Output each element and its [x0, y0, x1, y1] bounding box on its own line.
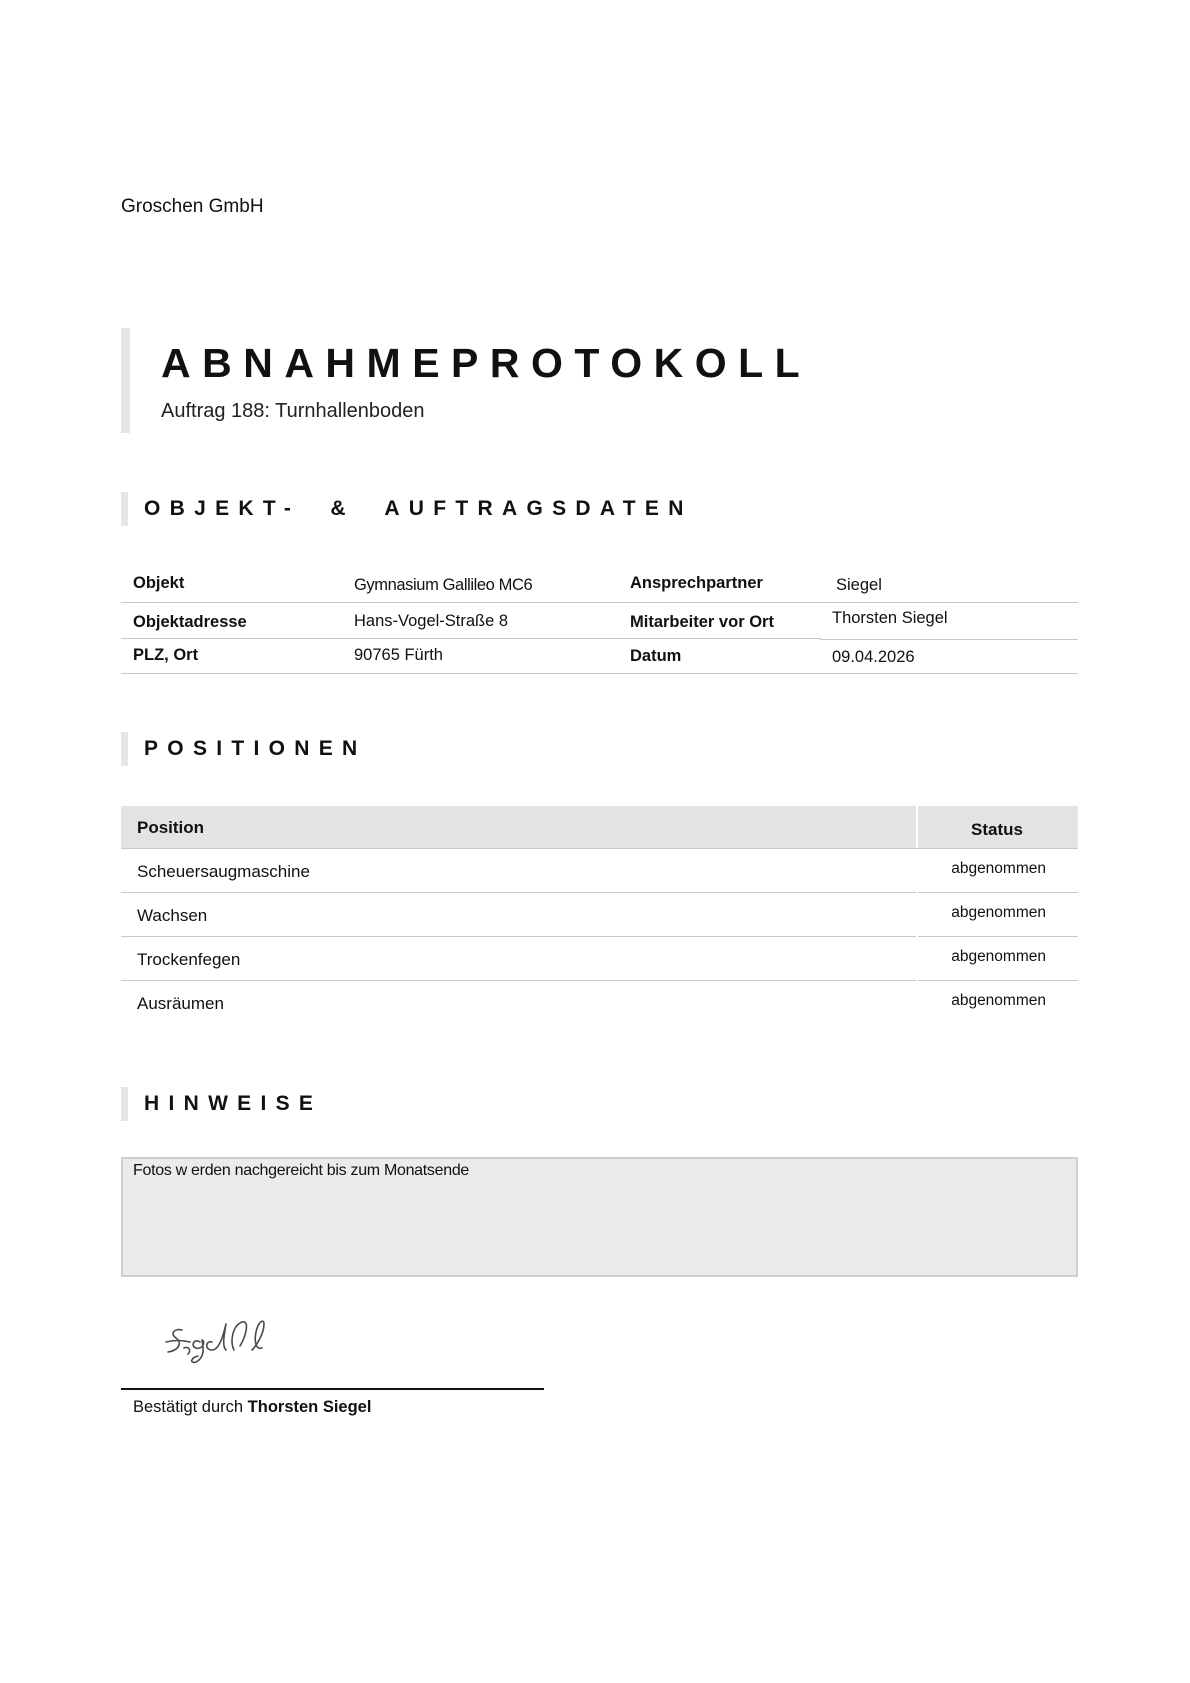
document-title: ABNAHMEPROTOKOLL — [161, 340, 812, 386]
row-divider — [121, 602, 1078, 603]
company-name: Groschen GmbH — [121, 196, 264, 217]
position-name: Scheuersaugmaschine — [137, 862, 310, 881]
signature-image — [160, 1312, 290, 1372]
document-subtitle: Auftrag 188: Turnhallenboden — [161, 400, 425, 422]
column-header-status: Status — [971, 820, 1023, 839]
position-status: abgenommen — [951, 948, 1046, 965]
field-value: Hans-Vogel-Straße 8 — [354, 612, 509, 630]
object-data-row — [121, 646, 1078, 682]
signature-line — [121, 1388, 544, 1390]
position-status: abgenommen — [951, 992, 1046, 1009]
object-data-row — [121, 609, 1078, 648]
title-block — [121, 328, 1021, 433]
table-row — [121, 981, 1078, 1024]
field-label: Objekt — [133, 574, 185, 592]
row-divider — [121, 638, 821, 639]
field-value: 09.04.2026 — [832, 648, 915, 666]
confirmation-text — [133, 1398, 371, 1417]
table-row — [121, 893, 1078, 937]
position-name: Trockenfegen — [137, 950, 241, 969]
field-value: Gymnasium Gallileo MC6 — [354, 576, 533, 594]
field-label: PLZ, Ort — [133, 646, 199, 664]
table-row — [121, 849, 1078, 893]
row-divider — [121, 673, 1078, 674]
position-status: abgenommen — [951, 860, 1046, 877]
field-label: Datum — [630, 647, 682, 665]
position-status: abgenommen — [951, 904, 1046, 921]
section-heading-notes: HINWEISE — [121, 1087, 1021, 1121]
field-label: Ansprechpartner — [630, 574, 763, 592]
row-divider — [820, 639, 1078, 640]
position-name: Ausräumen — [137, 994, 224, 1013]
object-data-row — [121, 574, 1078, 610]
field-value: Siegel — [836, 576, 882, 594]
positions-table — [121, 806, 1078, 1024]
table-header — [121, 806, 1078, 849]
position-name: Wachsen — [137, 906, 208, 925]
section-heading-positions: POSITIONEN — [121, 732, 1021, 766]
field-label: Mitarbeiter vor Ort — [630, 613, 774, 631]
notes-box — [121, 1157, 1078, 1277]
field-value: Thorsten Siegel — [832, 609, 948, 627]
table-row — [121, 937, 1078, 981]
confirmation-name: Thorsten Siegel — [247, 1398, 372, 1416]
field-label: Objektadresse — [133, 613, 247, 631]
field-value: 90765 Fürth — [354, 646, 443, 664]
notes-text: Fotos w erden nachgereicht bis zum Monatsende — [133, 1162, 470, 1179]
confirmation-prefix: Bestätigt durch — [133, 1398, 244, 1416]
section-heading-object-data: OBJEKT- & AUFTRAGSDATEN — [121, 492, 1021, 526]
column-header-position: Position — [137, 818, 205, 837]
column-separator — [916, 806, 918, 848]
